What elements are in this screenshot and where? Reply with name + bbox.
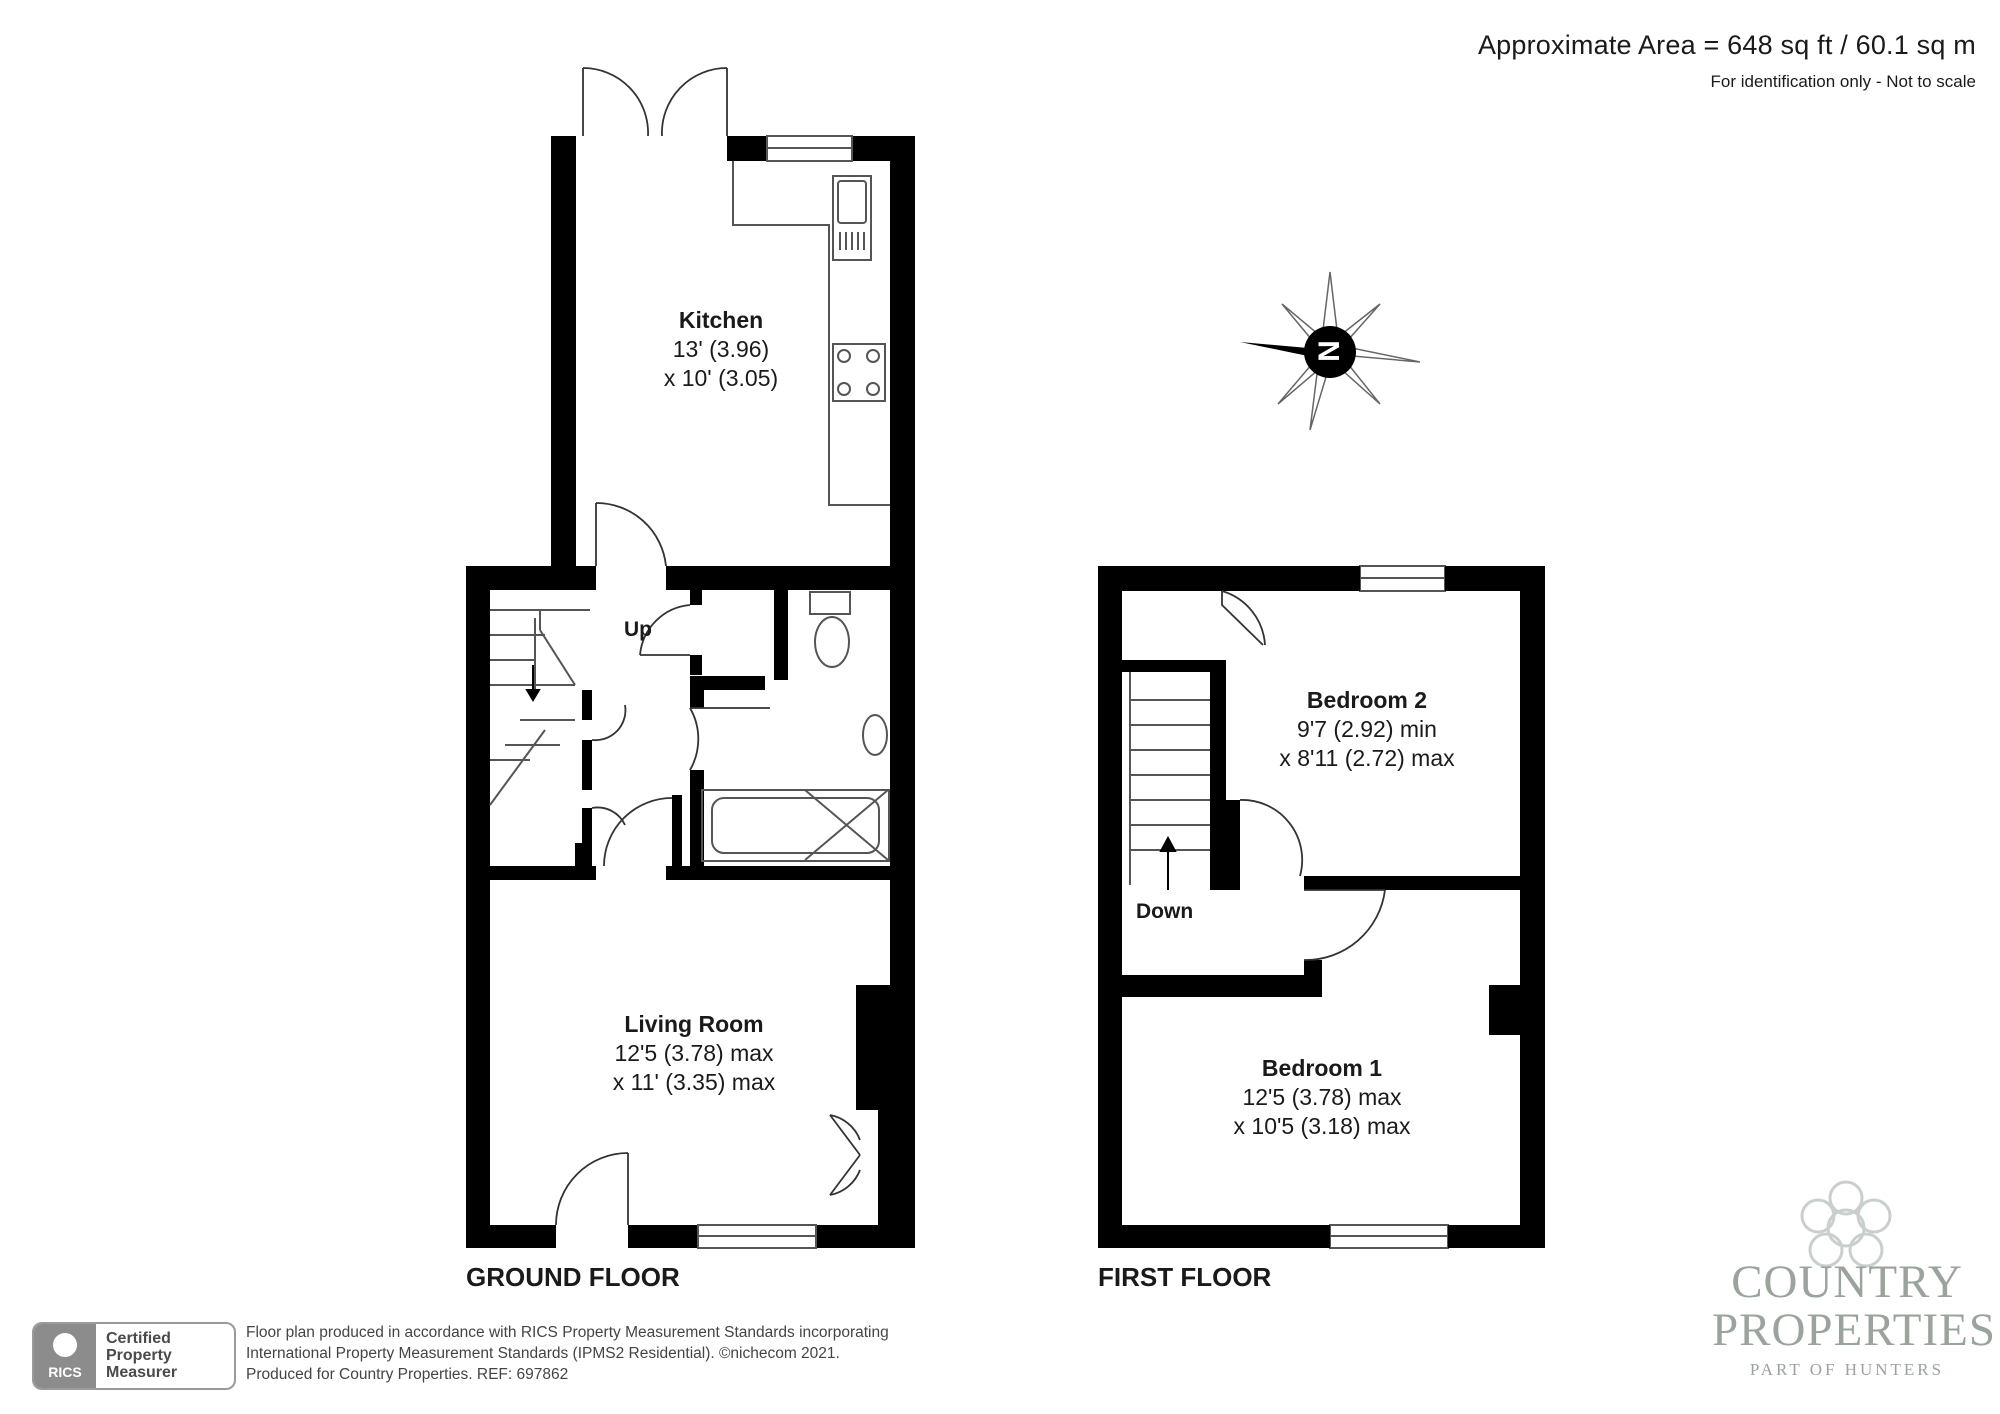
stair-arrow-ground xyxy=(527,665,539,700)
room-kitchen xyxy=(664,306,778,393)
badge-line: Certified xyxy=(106,1330,171,1347)
country-properties-logo xyxy=(1712,1256,1997,1380)
scale-note: For identification only - Not to scale xyxy=(1710,72,1976,91)
stair-arrow-first xyxy=(1161,838,1175,890)
room-dimension: 12'5 (3.78) max xyxy=(1242,1084,1402,1110)
rics-certified-badge xyxy=(32,1322,236,1390)
room-name: Bedroom 2 xyxy=(1306,687,1428,713)
brand-line: COUNTRY xyxy=(1731,1256,1963,1308)
disclaimer xyxy=(246,1322,889,1385)
rics-text: RICS xyxy=(48,1364,82,1380)
first-floor-title: FIRST FLOOR xyxy=(1098,1262,1272,1292)
room-dimension: x 8'11 (2.72) max xyxy=(1279,745,1455,771)
disclaimer-line: International Property Measurement Standards (IPMS2 Residential). ©nichecom 2021. xyxy=(246,1345,840,1362)
ground-floor-title: GROUND FLOOR xyxy=(466,1262,680,1292)
compass-north-label: N xyxy=(1313,340,1346,362)
first-floor-fixtures xyxy=(1130,672,1210,885)
room-living-room xyxy=(613,1010,775,1097)
disclaimer-line: Floor plan produced in accordance with RICS Property Measurement Standards incorporating xyxy=(246,1324,889,1341)
room-bedroom-1 xyxy=(1234,1054,1411,1141)
room-dimension: x 11' (3.35) max xyxy=(612,1069,776,1095)
badge-line: Measurer xyxy=(106,1364,178,1381)
rics-logo xyxy=(34,1324,96,1388)
badge-text xyxy=(106,1330,177,1381)
room-dimension: x 10' (3.05) xyxy=(663,365,779,391)
room-bedroom-2 xyxy=(1279,686,1454,773)
badge-line: Property xyxy=(106,1347,172,1364)
room-name: Kitchen xyxy=(678,307,764,333)
first-floor-doors xyxy=(1222,591,1385,960)
rics-emblem-icon xyxy=(53,1333,77,1357)
approximate-area: Approximate Area = 648 sq ft / 60.1 sq m xyxy=(1477,30,1976,60)
disclaimer-line: Produced for Country Properties. REF: 697862 xyxy=(246,1366,569,1383)
brand-tagline: PART OF HUNTERS xyxy=(1749,1360,1945,1379)
stairs-up-label: Up xyxy=(624,618,652,641)
brand-emblem-icon xyxy=(1802,1182,1890,1266)
ground-floor-fixtures xyxy=(490,161,890,861)
room-dimension: 12'5 (3.78) max xyxy=(614,1040,774,1066)
room-name: Bedroom 1 xyxy=(1261,1055,1383,1081)
room-name: Living Room xyxy=(624,1011,764,1037)
room-dimension: x 10'5 (3.18) max xyxy=(1233,1113,1411,1139)
room-dimension: 9'7 (2.92) min xyxy=(1297,716,1437,742)
room-dimension: 13' (3.96) xyxy=(672,336,770,362)
brand-line: PROPERTIES xyxy=(1712,1304,1997,1356)
stairs-down-label: Down xyxy=(1136,900,1194,923)
